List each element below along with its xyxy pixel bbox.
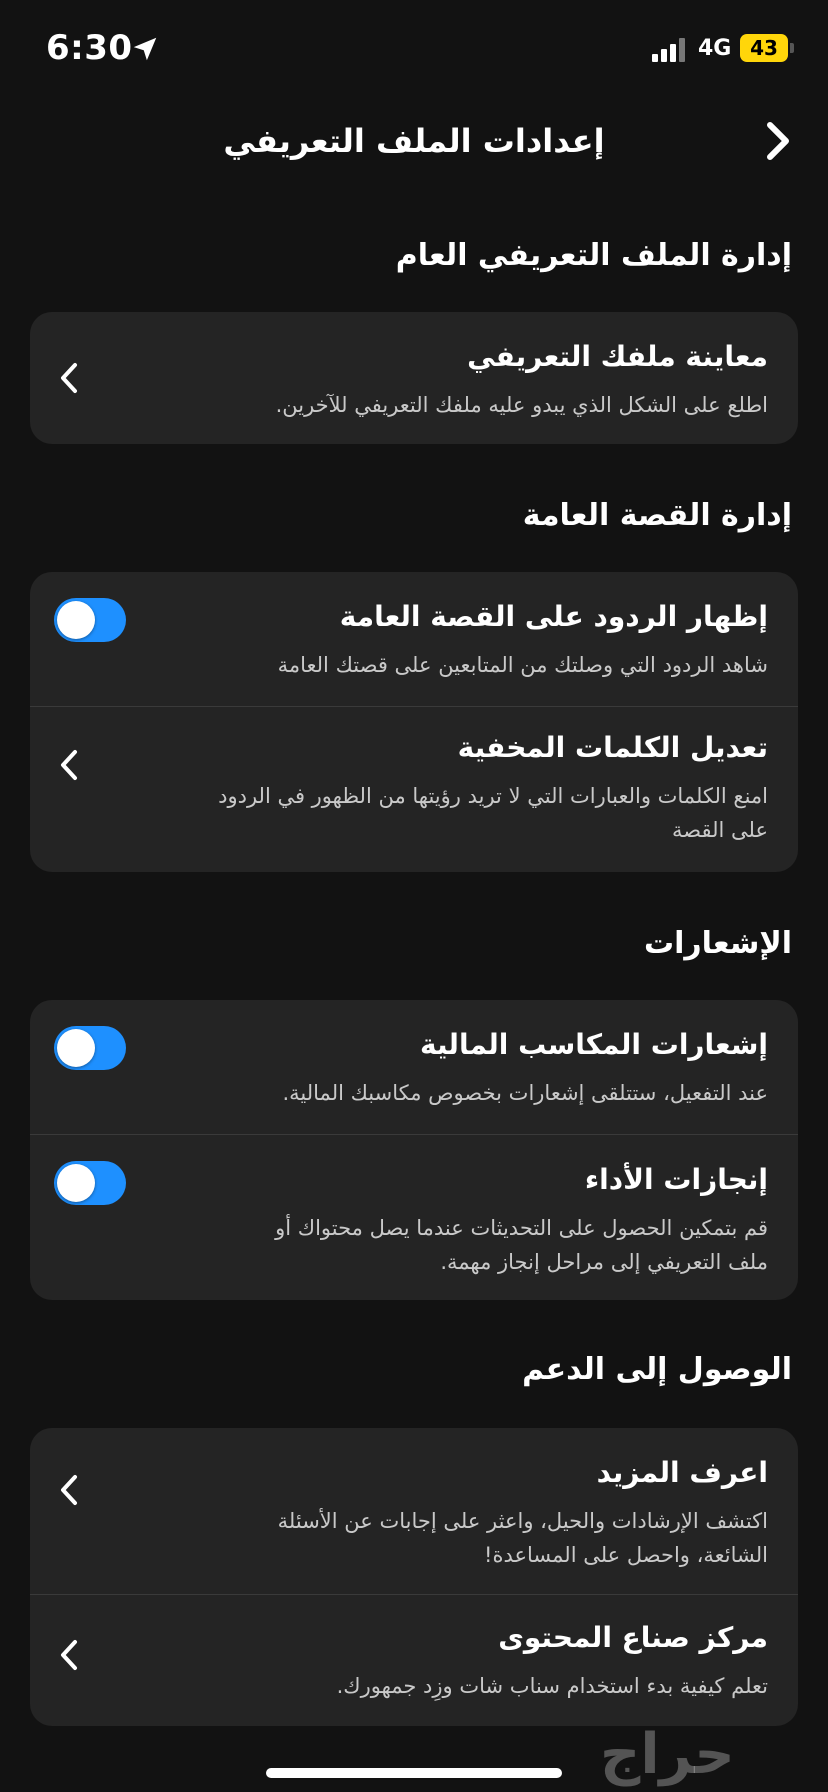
row-title: إظهار الردود على القصة العامة xyxy=(339,600,768,633)
row-subtitle: اطلع على الشكل الذي يبدو عليه ملفك التعريفي للآخرين. xyxy=(275,393,768,417)
row-subtitle: عند التفعيل، ستتلقى إشعارات بخصوص مكاسبك المالية. xyxy=(282,1081,768,1105)
earnings-notifications-toggle[interactable] xyxy=(54,1026,126,1070)
signal-icon xyxy=(652,38,688,62)
status-time: 6:30 xyxy=(46,28,133,68)
watermark: حراج xyxy=(600,1722,735,1787)
battery-icon: 43 xyxy=(740,34,788,62)
row-creator-hub[interactable] xyxy=(30,1594,798,1726)
status-bar xyxy=(0,0,828,100)
row-title: إشعارات المكاسب المالية xyxy=(420,1028,768,1061)
row-subtitle: تعلم كيفية بدء استخدام سناب شات وزِد جمهورك. xyxy=(336,1674,768,1698)
performance-milestones-toggle[interactable] xyxy=(54,1161,126,1205)
row-title: اعرف المزيد xyxy=(596,1456,768,1489)
section-title-public-profile: إدارة الملف التعريفي العام xyxy=(395,238,792,273)
page-title: إعدادات الملف التعريفي xyxy=(223,122,605,160)
location-arrow-icon xyxy=(130,34,160,64)
card-notifications xyxy=(30,1000,798,1300)
row-hidden-words[interactable] xyxy=(30,706,798,872)
chevron-left-icon xyxy=(54,1635,84,1675)
back-button[interactable] xyxy=(758,116,798,166)
network-label: 4G xyxy=(698,36,732,61)
home-indicator[interactable] xyxy=(266,1768,562,1778)
row-subtitle-line-1: اكتشف الإرشادات والحيل، واعثر على إجابات عن الأسئلة xyxy=(277,1509,768,1533)
row-learn-more[interactable] xyxy=(30,1428,798,1594)
battery-cap xyxy=(790,43,794,53)
row-subtitle-line-2: ملف التعريفي إلى مراحل إنجاز مهمة. xyxy=(440,1250,768,1274)
show-replies-toggle[interactable] xyxy=(54,598,126,642)
row-performance-milestones xyxy=(30,1134,798,1300)
card-public-profile xyxy=(30,312,798,444)
chevron-right-icon xyxy=(766,121,790,161)
row-title: إنجازات الأداء xyxy=(584,1163,768,1196)
card-support xyxy=(30,1428,798,1726)
row-subtitle-line-1: امنع الكلمات والعبارات التي لا تريد رؤيتها من الظهور في الردود xyxy=(218,784,768,808)
header xyxy=(0,100,828,190)
chevron-left-icon xyxy=(54,745,84,785)
card-public-story xyxy=(30,572,798,872)
row-subtitle-line-2: على القصة xyxy=(672,818,768,842)
chevron-left-icon xyxy=(54,358,84,398)
row-preview-profile[interactable] xyxy=(30,312,798,444)
row-title: معاينة ملفك التعريفي xyxy=(467,340,768,373)
row-title: مركز صناع المحتوى xyxy=(498,1621,768,1654)
row-subtitle: شاهد الردود التي وصلتك من المتابعين على قصتك العامة xyxy=(277,653,768,677)
section-title-public-story: إدارة القصة العامة xyxy=(522,498,792,533)
row-title: تعديل الكلمات المخفية xyxy=(457,731,768,764)
row-show-replies xyxy=(30,572,798,706)
row-earnings-notifications xyxy=(30,1000,798,1134)
section-title-support: الوصول إلى الدعم xyxy=(522,1352,792,1387)
row-subtitle-line-1: قم بتمكين الحصول على التحديثات عندما يصل محتواك أو xyxy=(275,1216,768,1240)
chevron-left-icon xyxy=(54,1470,84,1510)
row-subtitle-line-2: الشائعة، واحصل على المساعدة! xyxy=(484,1543,768,1567)
section-title-notifications: الإشعارات xyxy=(643,926,792,961)
